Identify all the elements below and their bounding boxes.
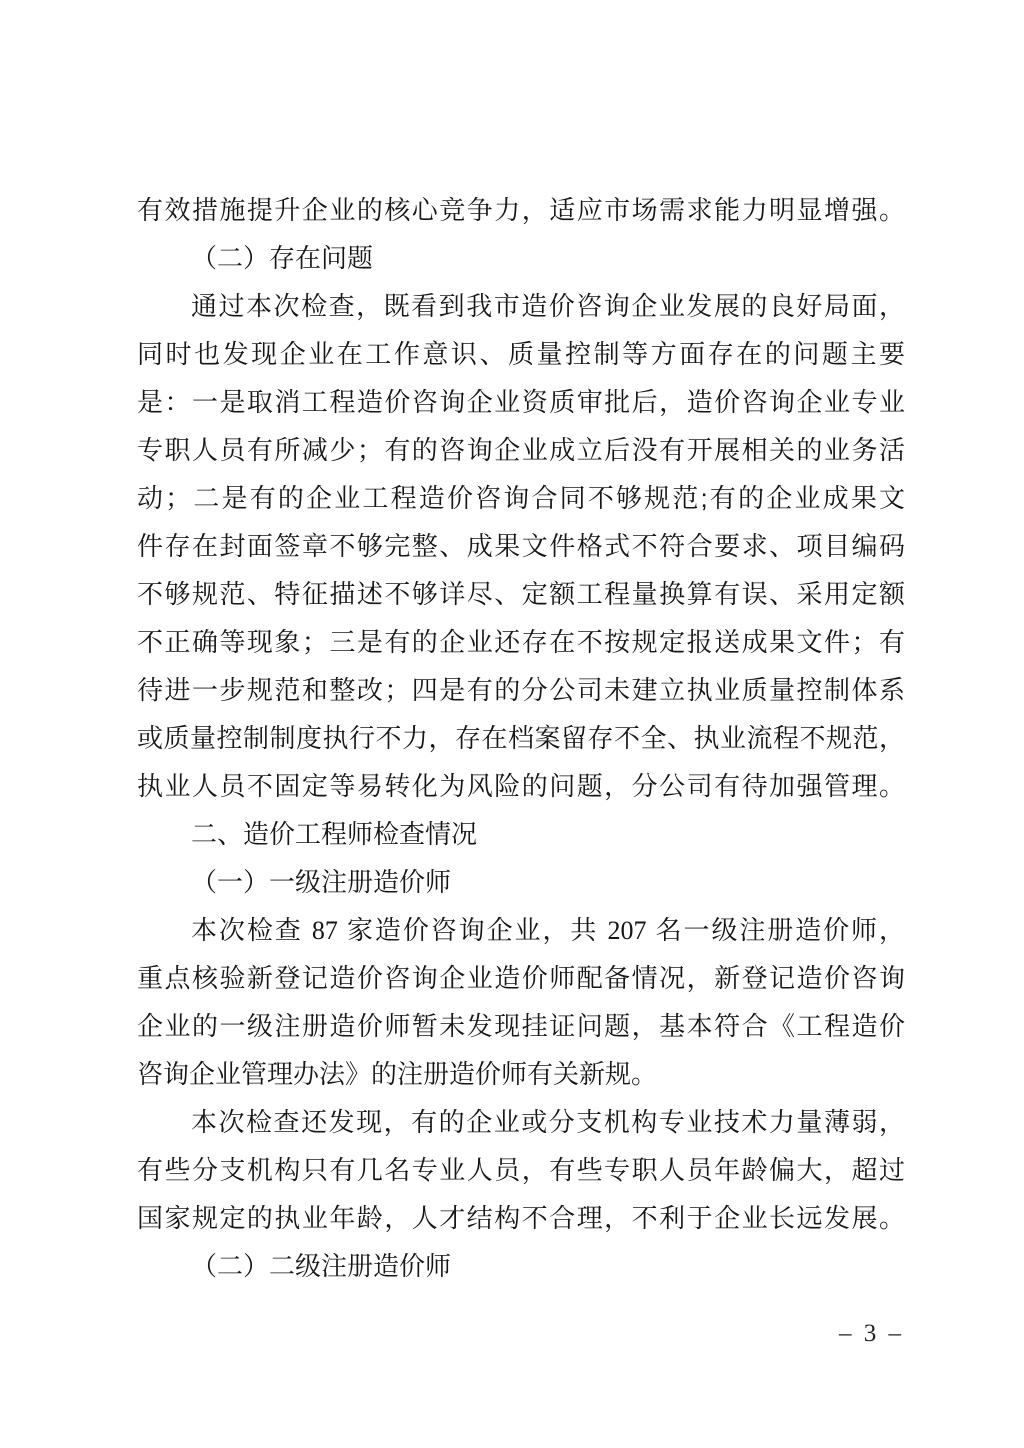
paragraph-line: 咨询企业管理办法》的注册造价师有关新规。: [137, 1059, 658, 1089]
paragraph-line: 待进一步规范和整改；四是有的分公司未建立执业质量控制体系: [137, 675, 905, 705]
paragraph-line: 同时也发现企业在工作意识、质量控制等方面存在的问题主要: [137, 339, 905, 369]
paragraph-line: 本次检查还发现，有的企业或分支机构专业技术力量薄弱，: [191, 1107, 905, 1137]
paragraph-line: 通过本次检查，既看到我市造价咨询企业发展的良好局面，: [191, 291, 905, 321]
page-number: – 3 –: [839, 1320, 904, 1347]
text-segment: 家造价咨询企业，共: [337, 915, 608, 945]
paragraph-line: 不够规范、特征描述不够详尽、定额工程量换算有误、采用定额: [137, 579, 905, 609]
heading-first-class-engineer: （一）一级注册造价师: [191, 867, 452, 897]
document-body: [137, 186, 905, 1290]
paragraph-continuation-line: 有效措施提升企业的核心竞争力，适应市场需求能力明显增强。: [137, 195, 905, 225]
paragraph-line: 或质量控制制度执行不力，存在档案留存不全、执业流程不规范，: [137, 723, 905, 753]
paragraph-line: 不正确等现象；三是有的企业还存在不按规定报送成果文件；有: [137, 627, 905, 657]
paragraph-line: 件存在封面签章不够完整、成果文件格式不符合要求、项目编码: [137, 531, 905, 561]
paragraph-line: 动；二是有的企业工程造价咨询合同不够规范;有的企业成果文: [137, 483, 905, 513]
heading-section-two: 二、造价工程师检查情况: [191, 819, 478, 849]
enterprise-count: 87: [311, 916, 338, 945]
paragraph-line: 有些分支机构只有几名专业人员，有些专职人员年龄偏大，超过: [137, 1155, 905, 1185]
engineer-count: 207: [607, 916, 647, 945]
paragraph-line: 国家规定的执业年龄，人才结构不合理，不利于企业长远发展。: [137, 1203, 905, 1233]
paragraph-line: 是：一是取消工程造价咨询企业资质审批后，造价咨询企业专业: [137, 387, 905, 417]
paragraph-line: 重点核验新登记造价咨询企业造价师配备情况，新登记造价咨询: [137, 963, 905, 993]
text-segment: 名一级注册造价师，: [646, 915, 905, 945]
paragraph-line-with-numbers: [137, 906, 905, 954]
paragraph-line: 企业的一级注册造价师暂未发现挂证问题，基本符合《工程造价: [137, 1011, 905, 1041]
paragraph-line: 执业人员不固定等易转化为风险的问题，分公司有待加强管理。: [137, 771, 905, 801]
text-segment: 本次检查: [191, 915, 312, 945]
heading-second-class-engineer: （二）二级注册造价师: [191, 1251, 452, 1281]
paragraph-line: 专职人员有所减少；有的咨询企业成立后没有开展相关的业务活: [137, 435, 905, 465]
heading-existing-problems: （二）存在问题: [191, 243, 374, 273]
